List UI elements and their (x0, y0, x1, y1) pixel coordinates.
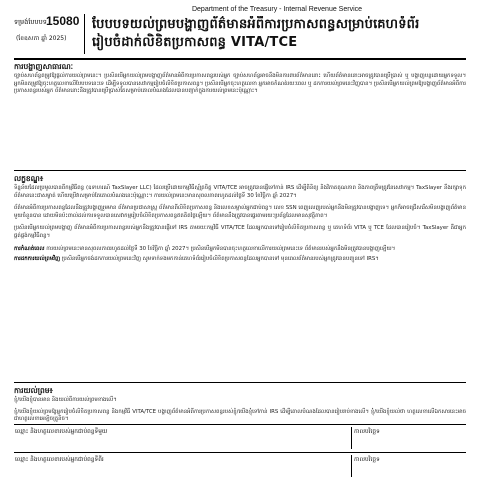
disclosure-section (14, 62, 466, 96)
terms-paragraph-1: ទិន្នន័យដែលប្រមូលបានពីកម្មវិធីពន្ធ (ឧទាហរណ៍ TaxSlayer LLC) ដែលប្រើដោយកម្មវិធីស្ម័គ្រចិត្ត VITA/TCE អាចត្រូវបានផ្ញើទៅកាន់ IRS ដើម្បីពិនិត្យ និងវិភាគគុណភាព និងភាពត្រឹមត្រូវនៃសេវាកម្ម។ TaxSlayer នឹងរក្សាទុកព័ត៌មាននេះជាសម្ងាត់ ហើយប្រើវាសម្រាប់តែគោលបំណងនេះប៉ុណ្ណោះ។ ការយល់ព្រមនេះមានសុពលភាពរហូតដល់ថ្ងៃទី 30 ខែវិច្ឆិកា ឆ្នាំ 2027។ (14, 185, 466, 199)
section-divider (14, 382, 466, 383)
revoke-paragraph (14, 256, 466, 264)
primary-signature-field[interactable]: ឈ្មោះ និងហត្ថលេខារបស់អ្នកជាប់ពន្ធទីមួយ (14, 427, 352, 449)
secondary-signature-row[interactable] (14, 452, 466, 477)
secondary-date-field[interactable]: កាលបរិច្ឆេទ (354, 457, 380, 463)
revoke-label: ការដកការយល់ព្រមវិញ (14, 256, 61, 263)
form-number-label: ទម្រង់បែបបទ (14, 18, 47, 26)
duration-label: ការកំណត់ពេល (14, 245, 45, 252)
terms-paragraph-2: ព័ត៌មានអំពីការប្រកាសពន្ធដែលនឹងត្រូវបង្ហាញរួមមាន ព័ត៌មានប្រជាសាស្រ្ត ព័ត៌មានពីលិខិតប្រកាសពន្ធ និងលេខសម្គាល់អ្នកជាប់ពន្ធ។ លេខ SSN ពេញលេញរបស់អ្នកនឹងមិនត្រូវបានបង្ហាញទេ។ អ្នកក៏អាចជ្រើសរើសមិនបង្ហាញព័ត៌មានមួយចំនួនបាន ដោយមិនប៉ះពាល់ដល់ការទទួលបានសេវាកម្មរៀបចំលិខិតប្រកាសពន្ធឥតគិតថ្លៃឡើយ។ ព័ត៌មាននឹងត្រូវបានផ្ទេរតាមរយៈប្រព័ន្ធដែលមានសុវត្ថិភាព។ (14, 205, 466, 219)
department-line: Department of the Treasury - Internal Revenue Service (191, 6, 363, 13)
secondary-signature-field[interactable]: ឈ្មោះ និងហត្ថលេខារបស់អ្នកជាប់ពន្ធទីពីរ (14, 455, 352, 477)
consent-form (14, 6, 466, 480)
form-title-line-2: រៀបចំដាក់លិខិតប្រកាសពន្ធ VITA/TCE (92, 35, 298, 50)
consent-paragraph-1: ខ្ញុំ/យើងខ្ញុំបានអាន និងយល់ពីការយល់ព្រមខាងលើ។ (14, 397, 117, 403)
revoke-text: ប្រសិនបើអ្នកចង់ដកការយល់ព្រមនេះវិញ សូមទាក់ទងមកកាន់គេហទំព័ររៀបចំលិខិតប្រកាសពន្ធដែលអ្នកបានទៅ មុនពេលព័ត៌មានរបស់អ្នកត្រូវបានបញ្ជូនទៅ IRS។ (61, 256, 379, 263)
disclosure-title: ការបង្ហាញសាធារណៈ (14, 62, 74, 71)
form-header (14, 6, 466, 60)
consent-section (14, 386, 466, 424)
terms-paragraph-3: ប្រសិនបើអ្នកយល់ព្រមបង្ហាញ ព័ត៌មានអំពីការប្រកាសពន្ធរបស់អ្នកនឹងត្រូវបានផ្ញើទៅ IRS តាមរយៈកម្មវិធី VITA/TCE ដែលអ្នកបានទៅរៀបចំលិខិតប្រកាសពន្ធ ឬ គេហទំព័រ VITA ឬ TCE ដែលបានរៀបចំ។ TaxSlayer គឺជាអ្នកផ្គត់ផ្គង់កម្មវិធីពន្ធ។ (14, 225, 466, 239)
terms-title: លក្ខខណ្ឌ៖ (14, 174, 44, 183)
section-divider (14, 170, 466, 171)
consent-paragraph-2: ខ្ញុំ/យើងខ្ញុំយល់ព្រមឱ្យអ្នករៀបចំលិខិតប្រកាសពន្ធ និងកម្មវិធី VITA/TCE បង្ហាញព័ត៌មានអំពីការប្រកាសពន្ធរបស់ខ្ញុំ/យើងខ្ញុំទៅកាន់ IRS ដើម្បីគោលបំណងដែលបានរៀបរាប់ខាងលើ។ ខ្ញុំ/យើងខ្ញុំយល់ថា ហត្ថលេខាលើឯកសារនេះអាចជាហត្ថលេខាអេឡិចត្រូនិច។ (14, 408, 466, 423)
terms-section (14, 174, 466, 264)
form-revision: (ខែឧសភា ឆ្នាំ 2025) (16, 35, 67, 42)
primary-date-field[interactable]: កាលបរិច្ឆេទ (354, 429, 380, 435)
consent-title: ការយល់ព្រម៖ (14, 386, 53, 395)
form-number: 15080 (46, 14, 80, 28)
disclosure-body: ច្បាប់សហព័ន្ធតម្រូវឱ្យផ្តល់ការយល់ព្រមនេះ។ ប្រសិនបើអ្នកយល់ព្រមបង្ហាញព័ត៌មានអំពីការប្រកាសពន្ធរបស់អ្នក ច្បាប់សហព័ន្ធអាចនឹងមិនការពារព័ត៌មាននោះ ហើយព័ត៌មាននោះអាចត្រូវបានប្រើប្រាស់ ឬ បង្ហាញបន្តដោយអ្នកទទួល។ អ្នកមិនតម្រូវឱ្យចុះហត្ថលេខាលើបែបបទនេះទេ ដើម្បីទទួលបានសេវាកម្មរៀបចំលិខិតប្រកាសពន្ធ។ ប្រសិនបើអ្នកចុះហត្ថលេខា អ្នកអាចកំណត់រយៈពេល ឬ ដកការយល់ព្រមនេះវិញបាន។ ប្រសិនបើអ្នកយល់ព្រមឱ្យបង្ហាញព័ត៌មានអំពីការប្រកាសពន្ធរបស់អ្នក ព័ត៌មាននោះនឹងត្រូវបានប្រើប្រាស់តែសម្រាប់គោលបំណងដែលបានបញ្ជាក់ក្នុងការយល់ព្រមនេះប៉ុណ្ណោះ។ (14, 73, 466, 95)
form-title (92, 16, 466, 52)
duration-paragraph (14, 246, 466, 254)
primary-signature-row[interactable] (14, 424, 466, 449)
form-title-line-1: បែបបទយល់ព្រមបង្ហាញព័ត៌មានអំពីការប្រកាសពន្ធសម្រាប់គេហទំព័រ (92, 17, 420, 32)
duration-text: ការយល់ព្រមនេះមានសុពលភាពរហូតដល់ថ្ងៃទី 30 ខែវិច្ឆិកា ឆ្នាំ 2027។ ប្រសិនបើអ្នកមិនបានចុះហត្ថលេខាលើការយល់ព្រមនេះទេ ព័ត៌មានរបស់អ្នកនឹងមិនត្រូវបានបង្ហាញឡើយ។ (46, 245, 396, 252)
form-number-box (14, 14, 85, 54)
